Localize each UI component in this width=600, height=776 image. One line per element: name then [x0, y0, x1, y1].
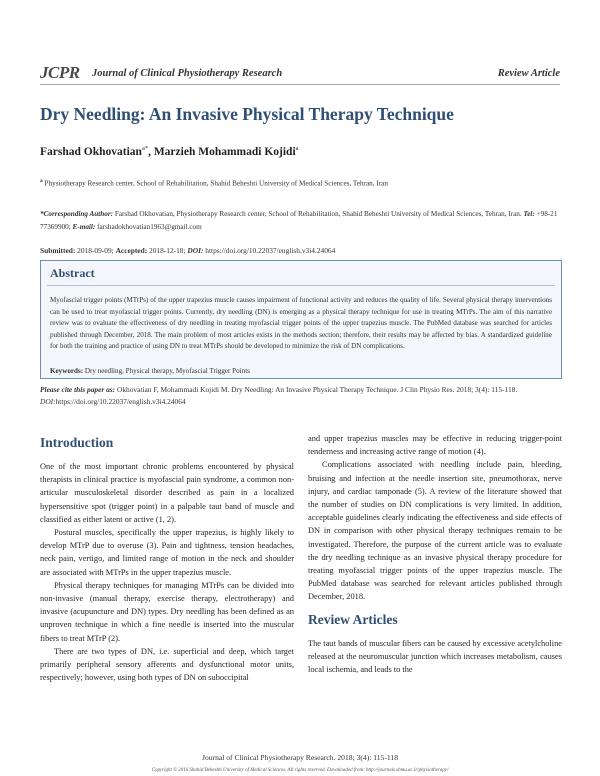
body-column-right [308, 432, 562, 676]
citation-doi-label: DOI: [40, 397, 56, 407]
doi-link[interactable]: https://doi.org/10.22037/english.v3i4.24064 [203, 246, 336, 255]
affiliation-text: Physiotherapy Research center, School of Rehabilitation, Shahid Beheshti University of Medical Sciences, Tehran, Iran [44, 179, 388, 188]
body-column-left [40, 435, 294, 684]
running-header [40, 63, 560, 85]
corresponding-text: Farshad Okhovatian, Physiotherapy Research center, School of Rehabilitation, Shahid Beheshti University of Medical Sciences, Tehran, Iran. [113, 210, 524, 218]
abstract-text: Myofascial trigger points (MTrPs) of the upper trapezius muscle causes impairment of functional activity and reduces the quality of life. Several physical therapy interventions can be used to treat myofascial trigger points. Currently, dry needling (DN) is emerging as a physical therapy technique for use in treating MTrPs. The aim of this narrative review was to evaluate the effectiveness of dry needling in treating myofascial trigger points of the upper trapezius muscle. The PubMed database was searched for articles published through December, 2018. The main problem of most articles exists in the methods section; therefore, their results may be affected by bias. A standardized guideline for both the training and practice of using DN to treat MTrPs should be developed to minimize the risk of DN complications. [50, 296, 552, 351]
author-name: Farshad Okhovatian [40, 145, 142, 158]
paragraph: There are two types of DN, i.e. superficial and deep, which target primarily peripheral sensory afferents and dysfunctional motor units, respectively; however, using both types of DN on suboccipital [40, 646, 294, 683]
paragraph: Physical therapy techniques for managing MTrPs can be divided into non-invasive (manual therapy, exercise therapy, electrotherapy) and invasive (acupuncture and DN) types. Dry needling has been defined as an unproven technique in which a fine needle is inserted into the muscular fibers to treat MTrP (2). [40, 580, 294, 643]
affiliation [40, 178, 388, 187]
article-title: Dry Needling: An Invasive Physical Therapy Technique [40, 104, 454, 124]
citation [40, 384, 562, 408]
abstract-box [40, 260, 562, 379]
citation-doi-link[interactable]: https://doi.org/10.22037/english.v3i4.24064 [55, 397, 186, 407]
citation-text: Okhovatian F, Mohammadi Kojidi M. Dry Needling: An Invasive Physical Therapy Technique. J Clin Physio Res. 2018; 3(4): 115-118. [115, 385, 518, 394]
tel-label: Tel: [523, 210, 535, 218]
author-name: Marzieh Mohammadi Kojidi [153, 145, 296, 158]
author-affiliation-mark: a [295, 145, 299, 152]
author-list [40, 145, 299, 158]
section-heading-introduction: Introduction [40, 435, 114, 450]
journal-logo: JCPR [40, 63, 80, 82]
tel-value: +98-21 77369900; [40, 210, 558, 231]
abstract-heading: Abstract [50, 266, 95, 280]
accepted-date: 2018-12-18; [147, 246, 188, 255]
author-separator: , [148, 145, 154, 158]
paragraph: Complications associated with needling include pain, bleeding, bruising and infection at the needle insertion site, pneumothorax, nerve injury, and cardiac tamponade (5). A review of the literature showed that the number of studies on DN complications is very limited. In addition, acceptable guidelines clearly indicating the effectiveness and side effects of DN in comparison with other physical therapy techniques remain to be investigated. Therefore, the purpose of the current article was to evaluate the dry needling technique as an invasive physical therapy procedure for treating myofascial trigger points of the upper trapezius muscle. The PubMed database was searched for relevant articles published through December, 2018. [308, 460, 562, 602]
article-type: Review Article [497, 68, 560, 79]
citation-label: Please cite this paper as: [40, 385, 116, 394]
journal-name: Journal of Clinical Physiotherapy Research [92, 68, 283, 79]
section-heading-review-articles: Review Articles [308, 611, 398, 627]
paragraph: The taut bands of muscular fibers can be caused by excessive acetylcholine released at the neuromuscular junction which increases metabolism, causes local ischemia, and leads to the [308, 638, 562, 675]
paragraph: and upper trapezius muscles may be effective in reducing trigger-point tenderness and increasing active range of motion (4). [308, 434, 562, 457]
keywords-label: Keywords: [50, 367, 84, 375]
header-divider [40, 84, 560, 85]
email-label: E-mail: [72, 222, 96, 231]
submission-dates [40, 246, 335, 255]
author-affiliation-mark: a* [141, 145, 149, 152]
doi-label: DOI: [187, 246, 204, 255]
corresponding-author [40, 208, 560, 233]
accepted-label: Accepted: [115, 246, 148, 255]
paragraph: Postural muscles, specifically the upper trapezius, is highly likely to develop MTrP due to overuse (3). Pain and tightness, tension headaches, neck pain, vertigo, and limited range of motion in the neck and shoulder are associated with MTrPs in the upper trapezius muscle. [40, 528, 294, 577]
corresponding-label: *Corresponding Author: [40, 210, 114, 218]
abstract-divider [47, 285, 555, 286]
keywords [50, 367, 250, 375]
submitted-date: 2018-09-09; [75, 246, 116, 255]
keywords-list: Dry needling, Physical therapy, Myofascial Trigger Points [83, 367, 250, 375]
submitted-label: Submitted: [40, 246, 76, 255]
paragraph: One of the most important chronic problems encountered by physical therapists in clinical practice is myofascial pain syndrome, a common non-articular musculoskeletal disorder described as pain in a localized hypersensitive spot (trigger point) in a palpable taut band of muscle and classified as either latent or active (1, 2). [40, 462, 294, 524]
email-value[interactable]: farshadokhovatian1963@gmail.com [95, 222, 202, 231]
footer-copyright: Copyright © 2016 Shahid Beheshti University of Medical Sciences. All rights reserved. Downloaded from: http://journals.sbmu.ac.ir/physiotherapy/ [151, 768, 449, 773]
affiliation-mark: a [40, 178, 43, 184]
footer-citation: Journal of Clinical Physiotherapy Research. 2018; 3(4): 115-118 [202, 753, 398, 762]
